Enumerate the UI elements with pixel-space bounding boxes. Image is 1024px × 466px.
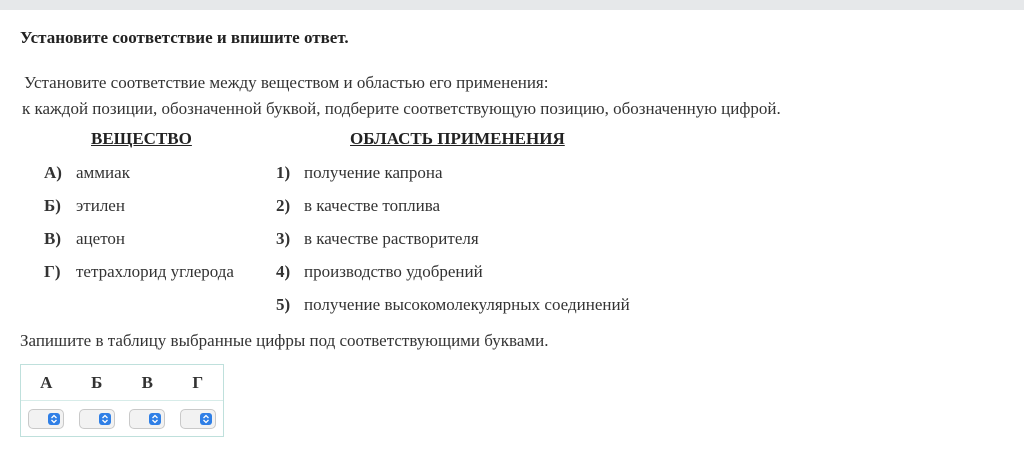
application-key: 4) <box>276 262 291 281</box>
application-text: получение капрона <box>304 163 443 182</box>
substance-key: Б) <box>44 196 61 215</box>
application-item-3 <box>276 229 479 249</box>
answer-cell-v <box>122 409 173 429</box>
answer-table <box>20 364 224 437</box>
answer-header-a: А <box>40 373 53 392</box>
application-text: получение высокомолекулярных соединений <box>304 295 630 314</box>
answer-cell-b <box>72 409 123 429</box>
updown-chevron-icon <box>48 413 60 425</box>
application-item-4 <box>276 262 483 282</box>
substance-text: этилен <box>76 196 125 215</box>
application-text: производство удобрений <box>304 262 483 281</box>
instruction-line-2: к каждой позиции, обозначенной буквой, подберите соответствующую позицию, обозначенную цифрой. <box>22 99 781 118</box>
substance-text: аммиак <box>76 163 130 182</box>
instruction-line-1: Установите соответствие между веществом и областью его применения: <box>24 73 549 92</box>
substance-text: ацетон <box>76 229 125 248</box>
task-instruction <box>24 70 781 122</box>
answer-cell-g <box>173 409 224 429</box>
substance-key: А) <box>44 163 62 182</box>
substance-item-g <box>44 262 234 282</box>
application-text: в качестве растворителя <box>304 229 479 248</box>
answer-select-a[interactable] <box>28 409 64 429</box>
application-key: 2) <box>276 196 291 215</box>
application-item-5 <box>276 295 630 315</box>
top-bar <box>0 0 1024 10</box>
updown-chevron-icon <box>200 413 212 425</box>
substance-item-b <box>44 196 125 216</box>
updown-chevron-icon <box>99 413 111 425</box>
answer-header-v: В <box>141 373 153 392</box>
answer-cell-a <box>21 409 72 429</box>
application-key: 5) <box>276 295 291 314</box>
answer-header-g: Г <box>192 373 204 392</box>
application-item-2 <box>276 196 440 216</box>
substance-text: тетрахлорид углерода <box>76 262 234 281</box>
updown-chevron-icon <box>149 413 161 425</box>
substance-item-a <box>44 163 130 183</box>
task-heading: Установите соответствие и впишите ответ. <box>20 28 349 47</box>
answer-header-b: Б <box>91 373 103 392</box>
application-text: в качестве топлива <box>304 196 441 215</box>
application-key: 1) <box>276 163 291 182</box>
answer-select-b[interactable] <box>79 409 115 429</box>
answer-table-inputs <box>21 401 223 437</box>
application-key: 3) <box>276 229 291 248</box>
application-column-title: ОБЛАСТЬ ПРИМЕНЕНИЯ <box>350 129 565 148</box>
answer-select-g[interactable] <box>180 409 216 429</box>
answer-select-v[interactable] <box>129 409 165 429</box>
substance-column-title: ВЕЩЕСТВО <box>91 129 192 148</box>
substance-item-v <box>44 229 125 249</box>
answer-instruction: Запишите в таблицу выбранные цифры под соответствующими буквами. <box>20 331 549 350</box>
application-item-1 <box>276 163 443 183</box>
answer-table-header <box>21 365 223 401</box>
substance-key: В) <box>44 229 61 248</box>
substance-key: Г) <box>44 262 61 281</box>
